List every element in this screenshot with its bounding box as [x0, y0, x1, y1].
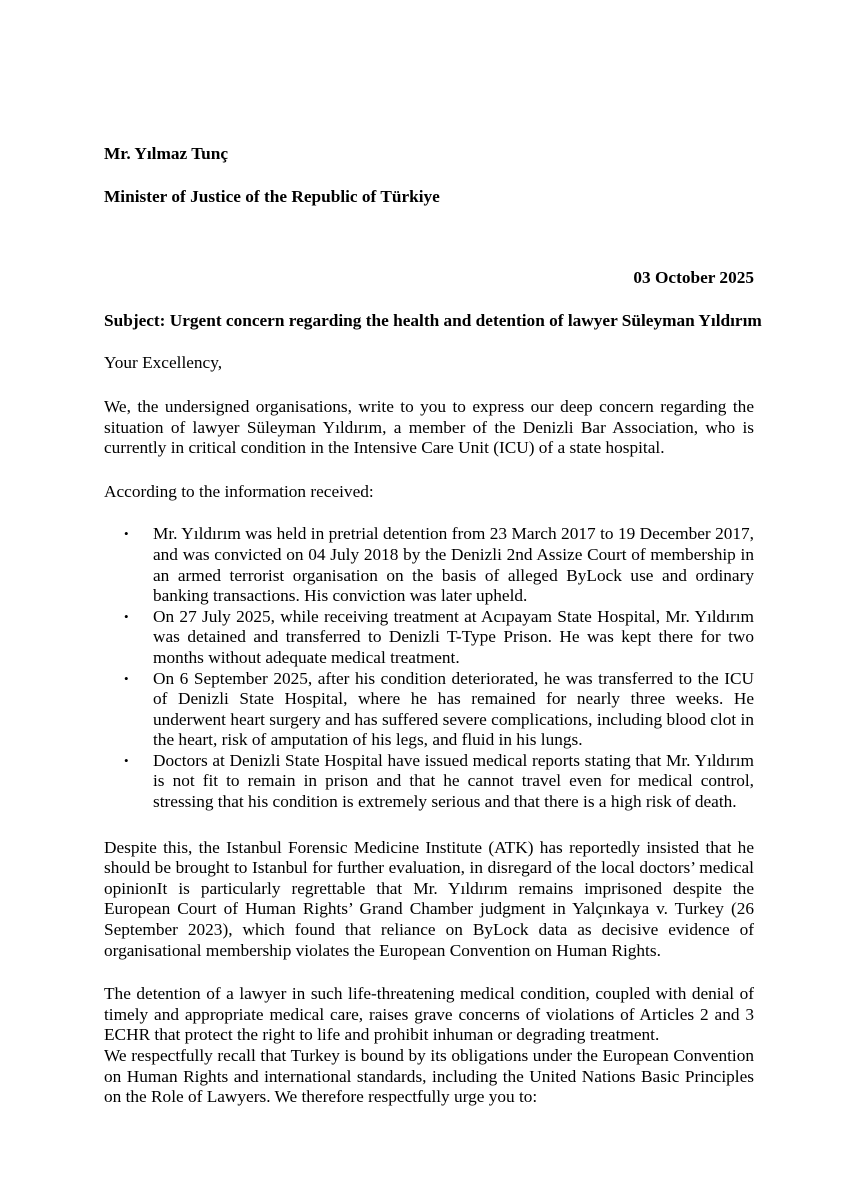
bullet-icon: • — [124, 526, 129, 542]
list-item — [124, 750, 754, 813]
detention-paragraph: The detention of a lawyer in such life-threatening medical condition, coupled with denial of timely and appropriate medical care, raises grave concerns of violations of Articles 2 and 3 ECHR that protect the right to life and prohibit inhuman or degrading treatment. — [104, 984, 754, 1045]
list-item-text: On 27 July 2025, while receiving treatment at Acıpayam State Hospital, Mr. Yıldırım was detained and transferred to Denizli T-Type Prison. He was kept there for two months without adequate medical treatment. — [153, 606, 754, 667]
list-item-text: Doctors at Denizli State Hospital have issued medical reports stating that Mr. Yıldırım is not fit to remain in prison and that he cannot travel even for medical control, stressing that his condition is extremely serious and that there is a high risk of death. — [153, 750, 754, 812]
letter-date: 03 October 2025 — [633, 268, 754, 288]
recipient-name: Mr. Yılmaz Tunç — [104, 144, 229, 163]
facts-list — [104, 524, 754, 812]
subject-line: Subject: Urgent concern regarding the health and detention of lawyer Süleyman Yıldırım — [104, 310, 762, 330]
bullet-icon: • — [124, 670, 129, 686]
list-item — [124, 668, 754, 751]
according-paragraph: According to the information received: — [104, 481, 374, 501]
list-item-text: Mr. Yıldırım was held in pretrial detention from 23 March 2017 to 19 December 2017, and was convicted on 04 July 2018 by the Denizli 2nd Assize Court of membership in an armed terrorist organisation on the basis of alleged ByLock use and ordinary banking transactions. His conviction was later upheld. — [153, 524, 754, 606]
list-item — [124, 524, 754, 606]
intro-paragraph: We, the undersigned organisations, write to you to express our deep concern regarding the situation of lawyer Süleyman Yıldırım, a member of the Denizli Bar Association, who is currently in critical condition in the Intensive Care Unit (ICU) of a state hospital. — [104, 396, 754, 458]
recipient-title: Minister of Justice of the Republic of Türkiye — [104, 186, 440, 206]
letter-body — [104, 144, 762, 1108]
bullet-icon: • — [124, 608, 129, 624]
recall-paragraph: We respectfully recall that Turkey is bound by its obligations under the European Convention on Human Rights and international standards, including the United Nations Basic Principles on the Role of Lawyers. We therefore respectfully urge you to: — [104, 1046, 754, 1107]
list-item — [124, 606, 754, 669]
despite-paragraph: Despite this, the Istanbul Forensic Medicine Institute (ATK) has reportedly insisted that he should be brought to Istanbul for further evaluation, in disregard of the local doctors’ medical opinionIt is particularly regrettable that Mr. Yıldırım remains imprisoned despite the European Court of Human Rights’ Grand Chamber judgment in Yalçınkaya v. Turkey (26 September 2023), which found that reliance on ByLock data as decisive evidence of organisational membership violates the European Convention on Human Rights. — [104, 837, 754, 960]
bullet-icon: • — [124, 752, 129, 768]
list-item-text: On 6 September 2025, after his condition deteriorated, he was transferred to the ICU of Denizli State Hospital, where he has remained for nearly three weeks. He underwent heart surgery and has suffered severe complications, including blood clot in the heart, risk of amputation of his legs, and fluid in his lungs. — [153, 668, 754, 750]
salutation: Your Excellency, — [104, 353, 223, 373]
